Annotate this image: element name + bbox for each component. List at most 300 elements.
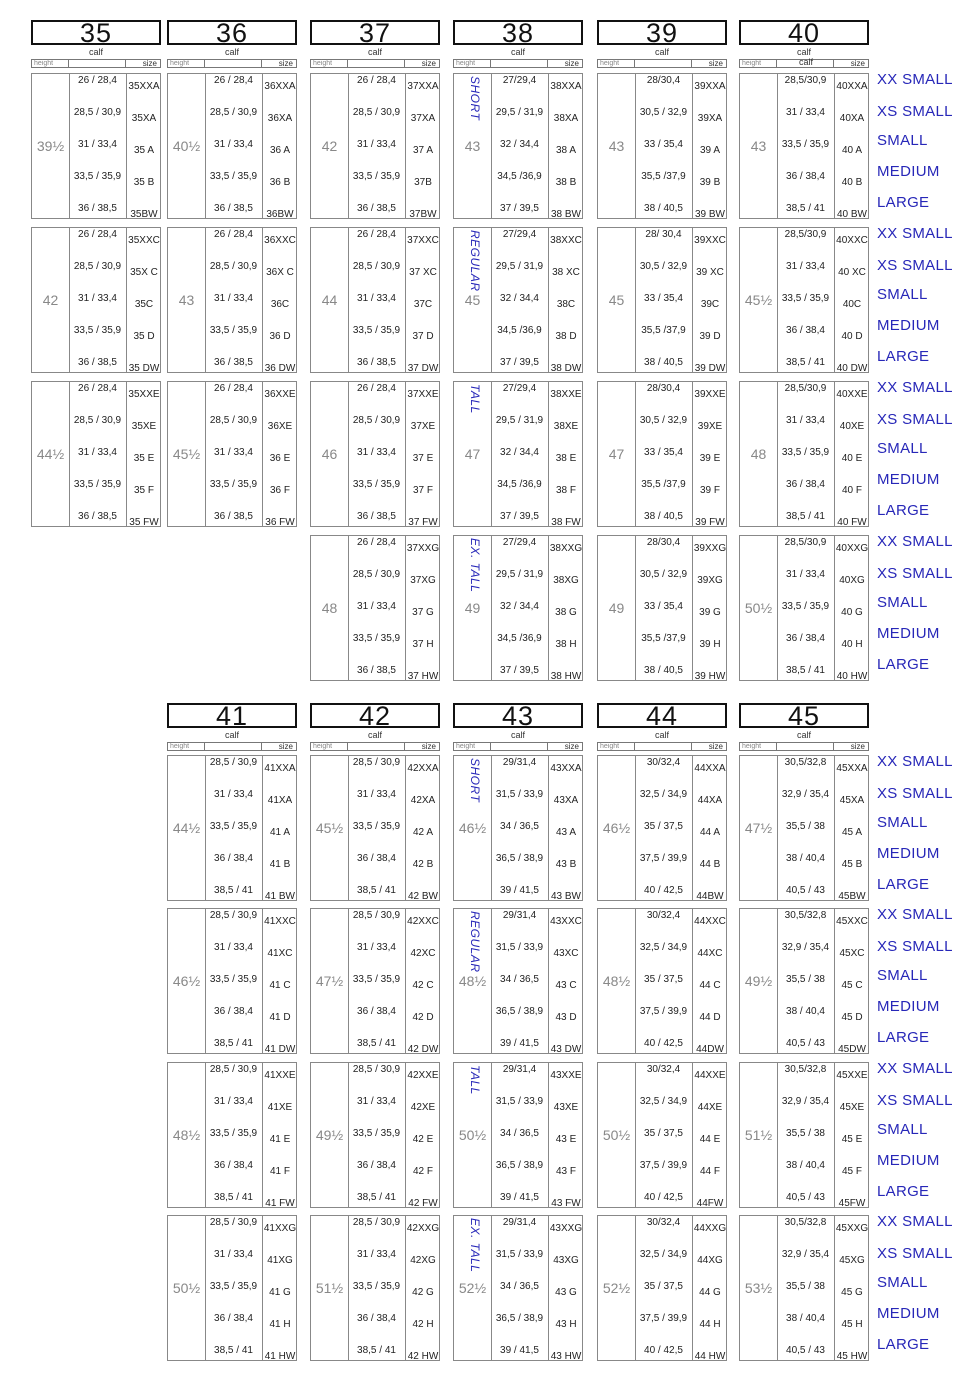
- size-code: 41 F: [269, 1166, 290, 1177]
- size-code: 41 BW: [264, 891, 295, 902]
- size-column-header: 38: [453, 20, 583, 45]
- size-code: 45FW: [838, 1198, 866, 1209]
- calf-range: 33,5 / 35,9: [73, 325, 122, 336]
- size-header: size: [564, 59, 579, 68]
- size-code: 39 F: [699, 485, 720, 496]
- calf-range: 37 / 39,5: [500, 511, 539, 522]
- calf-range: 38,5 / 41: [786, 203, 825, 214]
- size-code: 41 DW: [264, 1044, 296, 1055]
- size-code: 38C: [556, 299, 576, 310]
- size-code: 37XG: [410, 575, 436, 586]
- size-code: 41XA: [267, 795, 293, 806]
- size-code: 39 FW: [695, 517, 725, 528]
- size-code: 37XXG: [406, 543, 440, 554]
- size-code: 37 D: [412, 331, 434, 342]
- fit-block: [453, 73, 583, 219]
- calf-range: 38,5 / 41: [214, 1038, 253, 1049]
- size-code: 37BW: [409, 209, 437, 220]
- size-code: 36 D: [269, 331, 291, 342]
- size-column-header: 43: [453, 703, 583, 728]
- size-code: 38XA: [553, 113, 579, 124]
- calf-range: 31 / 33,4: [357, 601, 396, 612]
- size-code: 42 D: [412, 1012, 434, 1023]
- height-header: height: [170, 743, 190, 750]
- calf-range: 38 / 40,4: [786, 1006, 825, 1017]
- calf-range: 36 / 38,5: [214, 203, 253, 214]
- size-code: 39C: [700, 299, 720, 310]
- calf-range: 38 / 40,5: [644, 665, 683, 676]
- size-code: 38 D: [555, 331, 577, 342]
- calf-range: 28,5/30,9: [784, 537, 827, 548]
- size-category-label: MEDIUM: [877, 998, 940, 1015]
- height-value: 39½: [36, 138, 65, 154]
- size-category-label: XX SMALL: [877, 753, 953, 770]
- calf-range: 35,5 / 38: [786, 1281, 825, 1292]
- height-header: height: [34, 60, 54, 67]
- subheader-divider: [69, 60, 126, 67]
- fit-block: [31, 381, 161, 527]
- subheader-divider: [205, 60, 262, 67]
- size-code: 38 A: [555, 145, 577, 156]
- size-category-label: XS SMALL: [877, 785, 953, 802]
- calf-range: 31 / 33,4: [214, 139, 253, 150]
- size-code: 43XXC: [550, 916, 582, 927]
- calf-range: 34,5 /36,9: [497, 325, 542, 336]
- height-value: 45: [608, 292, 625, 308]
- size-code: 44BW: [696, 891, 724, 902]
- size-code: 38XXC: [550, 235, 582, 246]
- height-value: 50½: [172, 1280, 201, 1296]
- size-category-label: LARGE: [877, 348, 930, 365]
- height-value: 48½: [172, 1127, 201, 1143]
- size-code: 40XA: [839, 113, 865, 124]
- size-code: 43XA: [553, 795, 579, 806]
- calf-range: 28/30,4: [646, 75, 681, 86]
- size-code: 39XXG: [693, 543, 727, 554]
- fit-block: [31, 227, 161, 373]
- calf-range: 26 / 28,4: [214, 75, 253, 86]
- size-code: 41 E: [269, 1134, 291, 1145]
- fit-block: [597, 381, 727, 527]
- size-code: 37 A: [412, 145, 434, 156]
- size-code: 41 A: [269, 827, 291, 838]
- size-code: 45 B: [841, 859, 863, 870]
- fit-block: [310, 1215, 440, 1361]
- size-code: 38XXA: [550, 81, 582, 92]
- size-code: 36XXE: [264, 389, 296, 400]
- fit-block: [739, 908, 869, 1054]
- size-code: 36XA: [267, 113, 293, 124]
- height-value: 48½: [458, 973, 487, 989]
- calf-range: 31 / 33,4: [78, 139, 117, 150]
- fit-block: [31, 73, 161, 219]
- size-code: 41 G: [269, 1287, 291, 1298]
- size-code: 44 E: [699, 1134, 721, 1145]
- size-category-label: MEDIUM: [877, 1305, 940, 1322]
- calf-range: 30,5 / 32,9: [639, 569, 688, 580]
- fit-block: [739, 73, 869, 219]
- size-code: 37XE: [410, 421, 436, 432]
- size-category-label: SMALL: [877, 1274, 928, 1291]
- height-value: 40½: [172, 138, 201, 154]
- calf-range: 38,5 / 41: [786, 357, 825, 368]
- calf-label: calf: [88, 47, 103, 57]
- calf-range: 38,5 / 41: [214, 1345, 253, 1356]
- size-code: 43 B: [555, 859, 577, 870]
- calf-range: 38 / 40,4: [786, 853, 825, 864]
- fit-block: [739, 381, 869, 527]
- calf-range: 32 / 34,4: [500, 447, 539, 458]
- height-value: 43: [608, 138, 625, 154]
- size-column-header: 42: [310, 703, 440, 728]
- size-category-label: XS SMALL: [877, 1092, 953, 1109]
- height-value: 45½: [172, 446, 201, 462]
- fit-block: [167, 755, 297, 901]
- size-code: 35 FW: [129, 517, 159, 528]
- size-code: 40 XC: [838, 267, 866, 278]
- calf-range: 36 / 38,4: [214, 1160, 253, 1171]
- column-subheader: [739, 59, 869, 68]
- calf-range: 36 / 38,4: [786, 479, 825, 490]
- calf-range: 31 / 33,4: [357, 789, 396, 800]
- calf-range: 33,5 / 35,9: [781, 447, 830, 458]
- fit-block: [310, 227, 440, 373]
- calf-range: 28,5 / 30,9: [73, 107, 122, 118]
- size-code: 39 BW: [694, 209, 725, 220]
- height-value: 48: [321, 600, 338, 616]
- fit-block: [739, 755, 869, 901]
- calf-range: 31 / 33,4: [78, 447, 117, 458]
- size-category-label: XS SMALL: [877, 257, 953, 274]
- height-value: 43: [750, 138, 767, 154]
- size-code: 39XE: [697, 421, 723, 432]
- calf-range: 36 / 38,4: [357, 1006, 396, 1017]
- column-subheader: [31, 59, 161, 68]
- size-code: 44 A: [699, 827, 721, 838]
- height-value: 47: [608, 446, 625, 462]
- size-code: 37 FW: [408, 517, 438, 528]
- size-code: 38 B: [555, 177, 577, 188]
- height-value: 42: [42, 292, 59, 308]
- calf-range: 28/30,4: [646, 537, 681, 548]
- fit-label: SHORT: [468, 758, 482, 803]
- calf-range: 38,5 / 41: [357, 1345, 396, 1356]
- calf-range: 33,5 / 35,9: [352, 479, 401, 490]
- size-code: 45XC: [839, 948, 865, 959]
- calf-range: 28,5 / 30,9: [209, 1217, 258, 1228]
- size-code: 41 B: [269, 859, 291, 870]
- size-code: 38 HW: [550, 671, 582, 682]
- fit-label: EX. TALL: [468, 1218, 482, 1273]
- size-header: size: [278, 742, 293, 751]
- size-code: 39XXC: [694, 235, 726, 246]
- calf-range: 40,5 / 43: [786, 1038, 825, 1049]
- height-value: 49: [464, 600, 481, 616]
- calf-range: 33,5 / 35,9: [352, 974, 401, 985]
- calf-range: 26 / 28,4: [78, 75, 117, 86]
- fit-block: [167, 1062, 297, 1208]
- size-code: 45XXC: [836, 916, 868, 927]
- height-value: 45½: [744, 292, 773, 308]
- calf-range: 29/31,4: [502, 910, 537, 921]
- size-code: 43 E: [555, 1134, 577, 1145]
- calf-label: calf: [796, 730, 811, 740]
- calf-range: 26 / 28,4: [357, 537, 396, 548]
- calf-range: 35,5 /37,9: [641, 633, 686, 644]
- size-code: 40XG: [839, 575, 865, 586]
- calf-range: 29,5 / 31,9: [495, 107, 544, 118]
- column-subheader: [310, 59, 440, 68]
- size-code: 44FW: [696, 1198, 724, 1209]
- size-code: 45 C: [841, 980, 863, 991]
- size-code: 39 A: [699, 145, 721, 156]
- calf-range: 33,5 / 35,9: [781, 601, 830, 612]
- size-code: 45 E: [841, 1134, 863, 1145]
- size-category-label: XX SMALL: [877, 1213, 953, 1230]
- size-code: 45DW: [838, 1044, 866, 1055]
- size-column-header: 40: [739, 20, 869, 45]
- size-code: 35C: [134, 299, 154, 310]
- calf-range: 38 / 40,5: [644, 511, 683, 522]
- calf-range: 30/32,4: [646, 910, 681, 921]
- height-value: 50½: [458, 1127, 487, 1143]
- size-code: 35XXC: [128, 235, 160, 246]
- calf-range: 31,5 / 33,9: [495, 1249, 544, 1260]
- fit-block: [310, 73, 440, 219]
- size-code: 36XXC: [264, 235, 296, 246]
- calf-range: 28,5 / 30,9: [352, 415, 401, 426]
- size-code: 41 H: [269, 1319, 291, 1330]
- size-category-label: XS SMALL: [877, 411, 953, 428]
- size-code: 42 A: [412, 827, 434, 838]
- size-code: 43 HW: [550, 1351, 582, 1362]
- calf-range: 26 / 28,4: [357, 383, 396, 394]
- size-code: 37XXA: [407, 81, 439, 92]
- size-code: 38XXE: [550, 389, 582, 400]
- calf-range: 35,5 /37,9: [641, 325, 686, 336]
- calf-range: 36 / 38,5: [78, 357, 117, 368]
- size-code: 38 F: [555, 485, 576, 496]
- size-code: 45BW: [838, 891, 866, 902]
- calf-range: 31,5 / 33,9: [495, 789, 544, 800]
- size-code: 35 E: [133, 453, 155, 464]
- calf-range: 38,5 / 41: [357, 885, 396, 896]
- size-code: 45XG: [839, 1255, 865, 1266]
- calf-range: 33,5 / 35,9: [209, 171, 258, 182]
- calf-range: 32,5 / 34,9: [639, 1096, 688, 1107]
- fit-block: [453, 755, 583, 901]
- height-value: 46½: [602, 820, 631, 836]
- calf-range: 34,5 /36,9: [497, 171, 542, 182]
- size-code: 39 G: [699, 607, 721, 618]
- calf-range: 37,5 / 39,9: [639, 1006, 688, 1017]
- size-category-label: XS SMALL: [877, 565, 953, 582]
- size-code: 45XXG: [835, 1223, 869, 1234]
- calf-range: 31 / 33,4: [786, 261, 825, 272]
- size-code: 37 E: [412, 453, 434, 464]
- calf-range: 29,5 / 31,9: [495, 261, 544, 272]
- calf-range: 32,5 / 34,9: [639, 1249, 688, 1260]
- height-value: 45: [464, 292, 481, 308]
- size-code: 41XXA: [264, 763, 296, 774]
- size-code: 39 B: [699, 177, 721, 188]
- calf-range: 34 / 36,5: [500, 1281, 539, 1292]
- size-category-label: XX SMALL: [877, 225, 953, 242]
- size-column-header: 44: [597, 703, 727, 728]
- calf-range: 30,5/32,8: [784, 910, 827, 921]
- calf-label: calf: [224, 730, 239, 740]
- size-code: 40XXC: [836, 235, 868, 246]
- size-code: 43 DW: [550, 1044, 582, 1055]
- calf-range: 30,5 / 32,9: [639, 415, 688, 426]
- size-category-label: XS SMALL: [877, 938, 953, 955]
- size-column-header: 36: [167, 20, 297, 45]
- calf-range: 38 / 40,5: [644, 357, 683, 368]
- size-code: 39 DW: [694, 363, 726, 374]
- calf-range: 33,5 / 35,9: [352, 1128, 401, 1139]
- calf-label: calf: [510, 47, 525, 57]
- size-code: 37 G: [412, 607, 434, 618]
- calf-range: 40 / 42,5: [644, 885, 683, 896]
- calf-range: 36 / 38,4: [357, 853, 396, 864]
- calf-range: 32,5 / 34,9: [639, 942, 688, 953]
- calf-range: 26 / 28,4: [78, 383, 117, 394]
- height-value: 46: [321, 446, 338, 462]
- calf-range: 31 / 33,4: [357, 1096, 396, 1107]
- calf-range: 38,5 / 41: [357, 1038, 396, 1049]
- size-code: 43 A: [555, 827, 577, 838]
- size-code: 38 DW: [550, 363, 582, 374]
- fit-label: REGULAR: [468, 230, 482, 292]
- calf-range: 33,5 / 35,9: [781, 293, 830, 304]
- size-header: size: [278, 59, 293, 68]
- calf-range: 34 / 36,5: [500, 821, 539, 832]
- size-code: 42 BW: [407, 891, 438, 902]
- calf-range: 38,5 / 41: [786, 511, 825, 522]
- size-category-label: SMALL: [877, 814, 928, 831]
- calf-range: 26 / 28,4: [214, 229, 253, 240]
- calf-range: 38 / 40,5: [644, 203, 683, 214]
- size-code: 40 FW: [837, 517, 867, 528]
- calf-range: 35 / 37,5: [644, 1128, 683, 1139]
- calf-range: 38,5 / 41: [357, 1192, 396, 1203]
- fit-block: [310, 1062, 440, 1208]
- size-code: 40 A: [841, 145, 863, 156]
- fit-block: [739, 1215, 869, 1361]
- size-code: 38 XC: [552, 267, 580, 278]
- size-code: 35XXA: [128, 81, 160, 92]
- calf-range: 36 / 38,5: [357, 203, 396, 214]
- calf-range: 40,5 / 43: [786, 1345, 825, 1356]
- size-code: 42 E: [412, 1134, 434, 1145]
- fit-block: [739, 227, 869, 373]
- size-code: 43 H: [555, 1319, 577, 1330]
- size-code: 43 F: [555, 1166, 576, 1177]
- calf-range: 32 / 34,4: [500, 139, 539, 150]
- calf-range: 36 / 38,4: [357, 1313, 396, 1324]
- calf-range: 36 / 38,4: [357, 1160, 396, 1171]
- calf-range: 33,5 / 35,9: [209, 479, 258, 490]
- calf-label: calf: [367, 730, 382, 740]
- calf-range: 31 / 33,4: [786, 569, 825, 580]
- fit-block: [167, 381, 297, 527]
- size-code: 36X C: [266, 267, 294, 278]
- calf-range: 36 / 38,4: [786, 171, 825, 182]
- size-code: 37 HW: [407, 671, 439, 682]
- column-subheader: [739, 742, 869, 751]
- calf-range: 33,5 / 35,9: [209, 974, 258, 985]
- height-value: 47: [464, 446, 481, 462]
- fit-block: [453, 1062, 583, 1208]
- size-code: 36XXA: [264, 81, 296, 92]
- calf-range: 26 / 28,4: [78, 229, 117, 240]
- fit-block: [167, 227, 297, 373]
- size-code: 36 FW: [265, 517, 295, 528]
- size-code: 45XE: [839, 1102, 865, 1113]
- size-code: 42 B: [412, 859, 434, 870]
- calf-range: 26 / 28,4: [357, 75, 396, 86]
- size-category-label: LARGE: [877, 1183, 930, 1200]
- size-category-label: LARGE: [877, 194, 930, 211]
- fit-block: [310, 755, 440, 901]
- height-value: 46½: [172, 973, 201, 989]
- calf-range: 29/31,4: [502, 1064, 537, 1075]
- calf-range: 36 / 38,5: [214, 511, 253, 522]
- size-code: 43XC: [553, 948, 579, 959]
- fit-block: [310, 535, 440, 681]
- size-category-label: SMALL: [877, 286, 928, 303]
- calf-range: 38,5 / 41: [214, 1192, 253, 1203]
- calf-range: 36 / 38,4: [214, 853, 253, 864]
- calf-range: 35,5 / 38: [786, 974, 825, 985]
- size-code: 37XA: [410, 113, 436, 124]
- calf-range: 37,5 / 39,9: [639, 1160, 688, 1171]
- fit-label: SHORT: [468, 76, 482, 121]
- size-code: 42 F: [412, 1166, 433, 1177]
- size-code: 40 F: [841, 485, 862, 496]
- size-header: size: [421, 59, 436, 68]
- size-code: 37 DW: [407, 363, 439, 374]
- size-code: 38 G: [555, 607, 577, 618]
- size-code: 44XXG: [693, 1223, 727, 1234]
- calf-range: 33,5 / 35,9: [352, 821, 401, 832]
- fit-block: [739, 1062, 869, 1208]
- calf-range: 36,5 / 38,9: [495, 1160, 544, 1171]
- size-category-label: XX SMALL: [877, 71, 953, 88]
- calf-range: 40,5 / 43: [786, 885, 825, 896]
- calf-range: 33,5 / 35,9: [352, 171, 401, 182]
- size-code: 42 FW: [408, 1198, 438, 1209]
- calf-range: 36 / 38,5: [357, 357, 396, 368]
- size-code: 40 G: [841, 607, 863, 618]
- subheader-divider: [348, 743, 405, 750]
- size-code: 40XXA: [836, 81, 868, 92]
- fit-block: [597, 227, 727, 373]
- size-code: 42XE: [410, 1102, 436, 1113]
- fit-block: [597, 1062, 727, 1208]
- size-column-header: 39: [597, 20, 727, 45]
- height-value: 48½: [602, 973, 631, 989]
- height-value: 43: [464, 138, 481, 154]
- height-header: height: [600, 743, 620, 750]
- size-code: 45 HW: [836, 1351, 868, 1362]
- calf-range: 31 / 33,4: [214, 789, 253, 800]
- size-code: 39 E: [699, 453, 721, 464]
- height-value: 43: [178, 292, 195, 308]
- size-code: 35XA: [131, 113, 157, 124]
- calf-range: 30,5/32,8: [784, 1064, 827, 1075]
- size-code: 38XG: [553, 575, 579, 586]
